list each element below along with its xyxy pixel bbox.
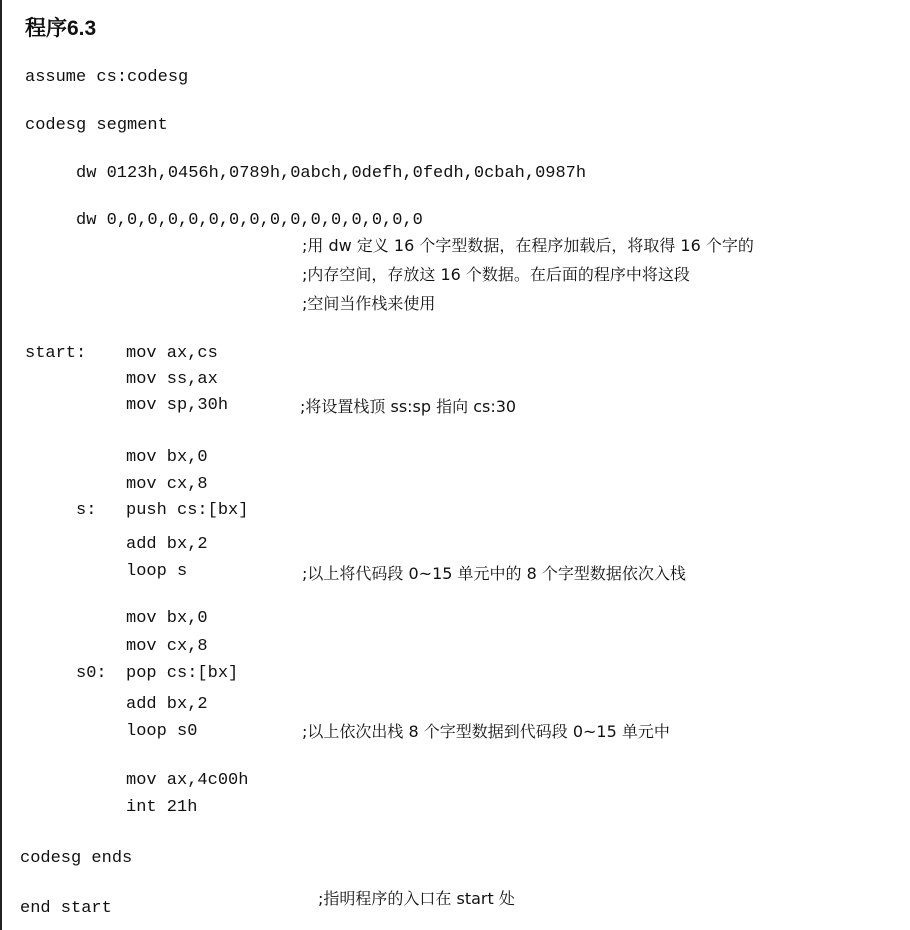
program-title: 程序6.3 (25, 17, 97, 40)
comment-set-sp: ;将设置栈顶 ss:sp 指向 cs:30 (300, 397, 517, 416)
code-line-mov-bx-0-2: mov bx,0 (126, 609, 208, 628)
comment-entry-point: ;指明程序的入口在 start 处 (318, 889, 515, 908)
code-line-mov-ax-4c00h: mov ax,4c00h (126, 771, 249, 790)
comment-stack-use: ;空间当作栈来使用 (302, 294, 436, 313)
code-label-start: start: (25, 344, 87, 363)
code-line-dw-zeros: dw 0,0,0,0,0,0,0,0,0,0,0,0,0,0,0,0 (76, 211, 423, 230)
comment-dw-define: ;用 dw 定义 16 个字型数据，在程序加载后，将取得 16 个字的 (302, 236, 754, 255)
code-line-add-bx-2: add bx,2 (126, 695, 208, 714)
code-line-segment: codesg segment (25, 116, 168, 135)
code-line-mov-ax-cs: mov ax,cs (126, 344, 218, 363)
page-left-border (0, 0, 2, 930)
code-line-ends: codesg ends (20, 849, 133, 868)
comment-push-loop: ;以上将代码段 0~15 单元中的 8 个字型数据依次入栈 (302, 564, 686, 583)
code-line-add-bx: add bx,2 (126, 535, 208, 554)
code-line-int-21h: int 21h (126, 798, 198, 817)
code-line-loop-s: loop s (126, 562, 188, 581)
comment-memory: ;内存空间，存放这 16 个数据。在后面的程序中将这段 (302, 265, 690, 284)
code-line-mov-cx-8: mov cx,8 (126, 475, 208, 494)
code-line-dw-data: dw 0123h,0456h,0789h,0abch,0defh,0fedh,0cbah,0987h (76, 164, 587, 183)
code-line-end-start: end start (20, 899, 112, 918)
code-line-pop: pop cs:[bx] (126, 664, 239, 683)
code-label-s0: s0: (76, 664, 107, 683)
comment-pop-loop: ;以上依次出栈 8 个字型数据到代码段 0~15 单元中 (302, 722, 670, 741)
code-line-mov-bx-0: mov bx,0 (126, 448, 208, 467)
code-line-mov-ss-ax: mov ss,ax (126, 370, 218, 389)
code-line-push: push cs:[bx] (126, 501, 249, 520)
code-line-assume: assume cs:codesg (25, 68, 189, 87)
code-line-mov-sp: mov sp,30h (126, 396, 229, 415)
code-line-loop-s0: loop s0 (126, 722, 198, 741)
code-line-mov-cx-8-2: mov cx,8 (126, 637, 208, 656)
code-label-s: s: (76, 501, 97, 520)
